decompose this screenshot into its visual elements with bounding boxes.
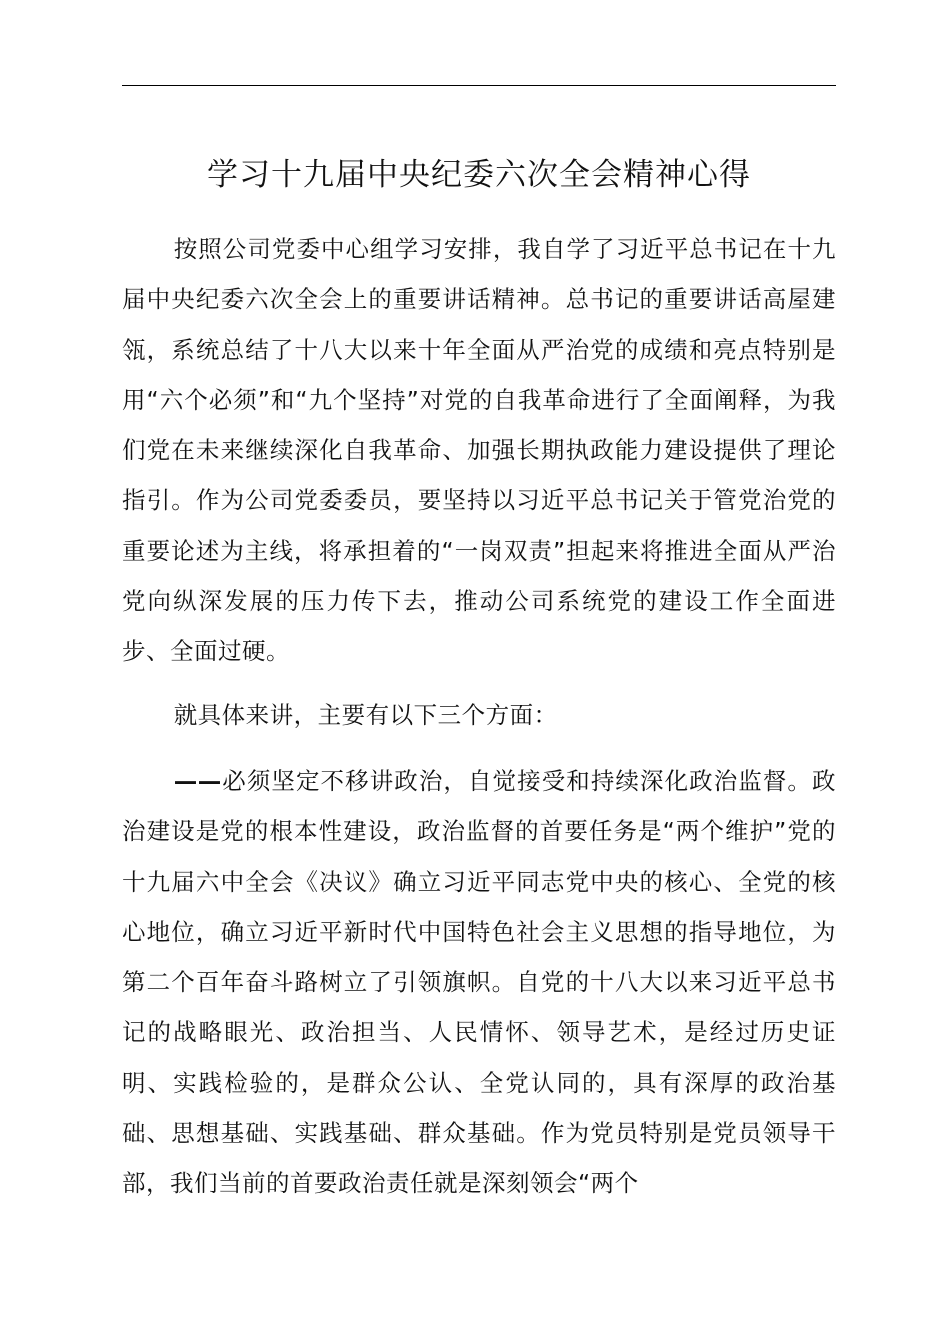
- dash-prefix: ——: [173, 767, 222, 795]
- paragraph-point-one: [122, 756, 836, 1209]
- document-title: 学习十九届中央纪委六次全会精神心得: [207, 157, 751, 193]
- paragraph-intro: 按照公司党委中心组学习安排，我自学了习近平总书记在十九届中央纪委六次全会上的重要讲话精神。总书记的重要讲话高屋建瓴，系统总结了十八大以来十年全面从严治党的成绩和亮点特别是用“六个必须”和“九个坚持”对党的自我革命进行了全面阐释，为我们党在未来继续深化自我革命、加强长期执政能力建设提供了理论指引。作为公司党委委员，要坚持以习近平总书记关于管党治党的重要论述为主线，将承担着的“一岗双责”担起来将推进全面从严治党向纵深发展的压力传下去，推动公司系统党的建设工作全面进步、全面过硬。: [122, 235, 836, 666]
- header-rule: [122, 85, 836, 86]
- paragraph-overview: 就具体来讲，主要有以下三个方面：: [173, 701, 558, 729]
- paragraph-point-one-text: 必须坚定不移讲政治，自觉接受和持续深化政治监督。政治建设是党的根本性建设，政治监督的首要任务是“两个维护”党的十九届六中全会《决议》确立习近平同志党中央的核心、全党的核心地位，确立习近平新时代中国特色社会主义思想的指导地位，为第二个百年奋斗路树立了引领旗帜。自党的十八大以来习近平总书记的战略眼光、政治担当、人民情怀、领导艺术，是经过历史证明、实践检验的，是群众公认、全党认同的，具有深厚的政治基础、思想基础、实践基础、群众基础。作为党员特别是党员领导干部，我们当前的首要政治责任就是深刻领会“两个: [122, 767, 836, 1198]
